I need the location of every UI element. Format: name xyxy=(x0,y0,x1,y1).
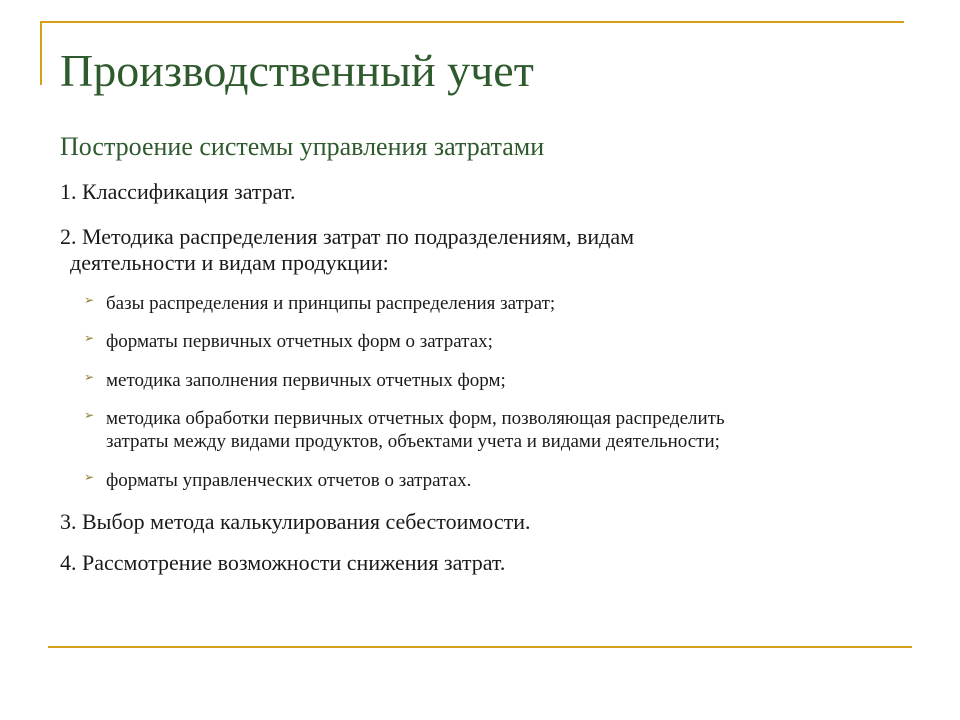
arrow-bullet-icon: ➢ xyxy=(84,370,95,384)
sub-item-processing-method xyxy=(84,408,725,454)
arrow-bullet-icon: ➢ xyxy=(84,408,95,422)
list-item-cost-reduction: 4. Рассмотрение возможности снижения затрат. xyxy=(60,550,506,575)
sub-item-text: методика заполнения первичных отчетных форм; xyxy=(106,370,506,391)
sub-item-management-reports xyxy=(84,470,471,493)
sub-item-filling-method xyxy=(84,370,506,393)
list-item-classification: 1. Классификация затрат. xyxy=(60,179,296,204)
list-item-line: 2. Методика распределения затрат по подразделениям, видам xyxy=(60,224,635,249)
sub-item-text: базы распределения и принципы распределения затрат; xyxy=(106,293,556,314)
arrow-bullet-icon: ➢ xyxy=(84,470,95,484)
sub-item-text: форматы первичных отчетных форм о затратах; xyxy=(106,331,493,352)
frame-top-border xyxy=(40,21,904,23)
sub-item-text: форматы управленческих отчетов о затратах. xyxy=(106,470,472,491)
arrow-bullet-icon: ➢ xyxy=(84,293,95,307)
list-item-costing-method: 3. Выбор метода калькулирования себестоимости. xyxy=(60,509,531,534)
slide-subtitle: Построение системы управления затратами xyxy=(60,132,545,161)
arrow-bullet-icon: ➢ xyxy=(84,331,95,345)
list-item-distribution-method xyxy=(60,224,634,277)
sub-item-text: методика обработки первичных отчетных форм, позволяющая распределить xyxy=(106,408,725,429)
frame-bottom-border xyxy=(48,646,912,648)
sub-item-bases xyxy=(84,293,555,316)
slide-title: Производственный учет xyxy=(60,45,534,96)
sub-item-formats-primary xyxy=(84,331,493,354)
frame-left-border xyxy=(40,21,42,85)
list-item-line: деятельности и видам продукции: xyxy=(70,250,389,276)
sub-item-text-continued: затраты между видами продуктов, объектами учета и видами деятельности; xyxy=(106,430,720,452)
